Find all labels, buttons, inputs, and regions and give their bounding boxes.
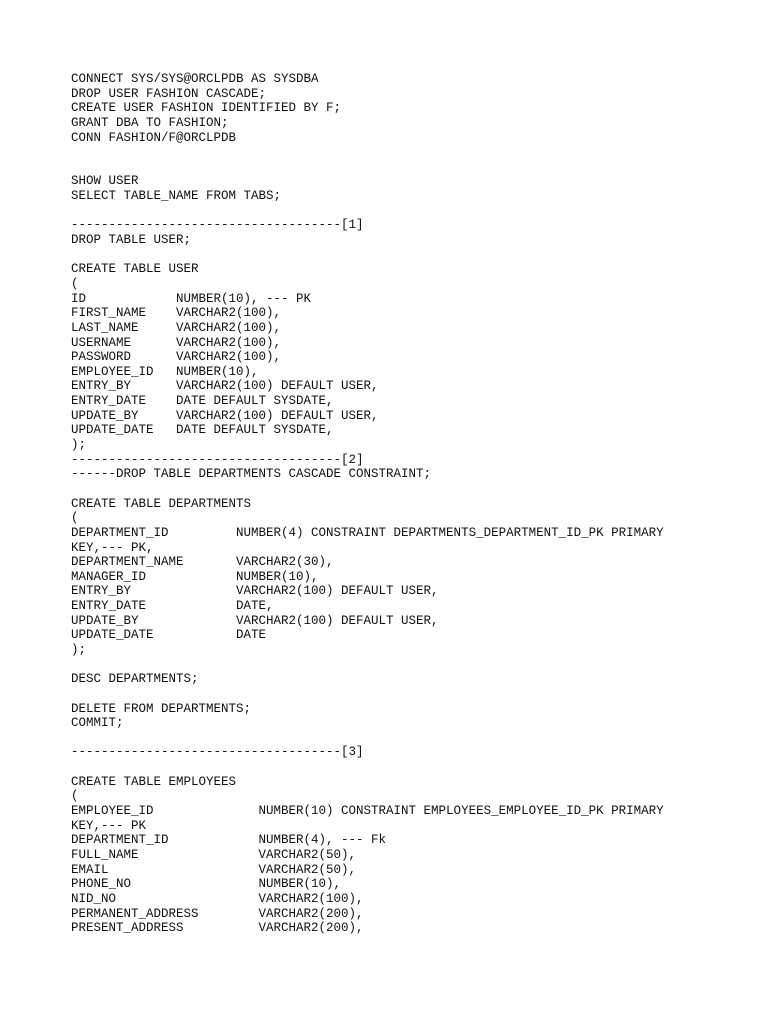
text-line: PERMANENT_ADDRESS VARCHAR2(200), [71, 906, 364, 921]
text-line: CREATE USER FASHION IDENTIFIED BY F; [71, 101, 342, 116]
text-line: EMPLOYEE_ID NUMBER(10) CONSTRAINT EMPLOYEES_EMPLOYEE_ID_PK PRIMARY [71, 804, 664, 819]
text-line: USERNAME VARCHAR2(100), [71, 335, 282, 350]
text-line: LAST_NAME VARCHAR2(100), [71, 320, 282, 335]
text-line: UPDATE_DATE DATE DEFAULT SYSDATE, [71, 423, 334, 438]
blank-line [71, 248, 761, 263]
text-line: UPDATE_DATE DATE [71, 628, 267, 643]
text-line: ENTRY_DATE DATE DEFAULT SYSDATE, [71, 394, 334, 409]
text-line: UPDATE_BY VARCHAR2(100) DEFAULT USER, [71, 408, 379, 423]
text-line: PRESENT_ADDRESS VARCHAR2(200), [71, 921, 364, 936]
text-line: ); [71, 642, 87, 657]
text-line: MANAGER_ID NUMBER(10), [71, 569, 319, 584]
text-line: ENTRY_DATE DATE, [71, 599, 274, 614]
text-line: ( [71, 276, 79, 291]
text-line: CONN FASHION/F@ORCLPDB [71, 130, 237, 145]
text-line: GRANT DBA TO FASHION; [71, 115, 229, 130]
text-line: EMPLOYEE_ID NUMBER(10), [71, 364, 259, 379]
blank-line [71, 760, 761, 775]
text-line: FULL_NAME VARCHAR2(50), [71, 847, 357, 862]
text-line: KEY,--- PK, [71, 540, 154, 555]
text-line: COMMIT; [71, 716, 124, 731]
text-line: ------DROP TABLE DEPARTMENTS CASCADE CONSTRAINT; [71, 467, 432, 482]
text-line: CREATE TABLE DEPARTMENTS [71, 496, 252, 511]
blank-line [71, 204, 761, 219]
text-line: ( [71, 789, 79, 804]
text-line: CONNECT SYS/SYS@ORCLPDB AS SYSDBA [71, 72, 319, 86]
text-line: DESC DEPARTMENTS; [71, 672, 199, 687]
text-line: ID NUMBER(10), --- PK [71, 291, 312, 306]
text-line: SELECT TABLE_NAME FROM TABS; [71, 189, 282, 204]
text-line: NID_NO VARCHAR2(100), [71, 891, 364, 906]
text-line: PASSWORD VARCHAR2(100), [71, 350, 282, 365]
text-line: CREATE TABLE EMPLOYEES [71, 774, 237, 789]
text-line: ); [71, 438, 87, 453]
section-divider: ------------------------------------[3] [71, 745, 364, 760]
blank-line [71, 145, 761, 160]
text-line: DELETE FROM DEPARTMENTS; [71, 701, 252, 716]
section-divider: ------------------------------------[2] [71, 452, 364, 467]
blank-line [71, 658, 761, 673]
text-line: DEPARTMENT_NAME VARCHAR2(30), [71, 555, 334, 570]
text-line: CREATE TABLE USER [71, 262, 199, 277]
text-line: ( [71, 511, 79, 526]
blank-line [71, 687, 761, 702]
section-divider: ------------------------------------[1] [71, 218, 364, 233]
text-line: KEY,--- PK [71, 818, 147, 833]
text-line: UPDATE_BY VARCHAR2(100) DEFAULT USER, [71, 613, 439, 628]
text-line: PHONE_NO NUMBER(10), [71, 877, 342, 892]
text-line: FIRST_NAME VARCHAR2(100), [71, 306, 282, 321]
text-line: ENTRY_BY VARCHAR2(100) DEFAULT USER, [71, 584, 439, 599]
text-line: ENTRY_BY VARCHAR2(100) DEFAULT USER, [71, 379, 379, 394]
text-line: DROP USER FASHION CASCADE; [71, 86, 267, 101]
text-line: DEPARTMENT_ID NUMBER(4), --- Fk [71, 833, 387, 848]
text-line: SHOW USER [71, 174, 139, 189]
text-line: DROP TABLE USER; [71, 233, 192, 248]
blank-line [71, 482, 761, 497]
blank-line [71, 731, 761, 746]
blank-line [71, 160, 761, 175]
document-body [71, 72, 761, 936]
text-line: DEPARTMENT_ID NUMBER(4) CONSTRAINT DEPARTMENTS_DEPARTMENT_ID_PK PRIMARY [71, 525, 664, 540]
text-line: EMAIL VARCHAR2(50), [71, 862, 357, 877]
